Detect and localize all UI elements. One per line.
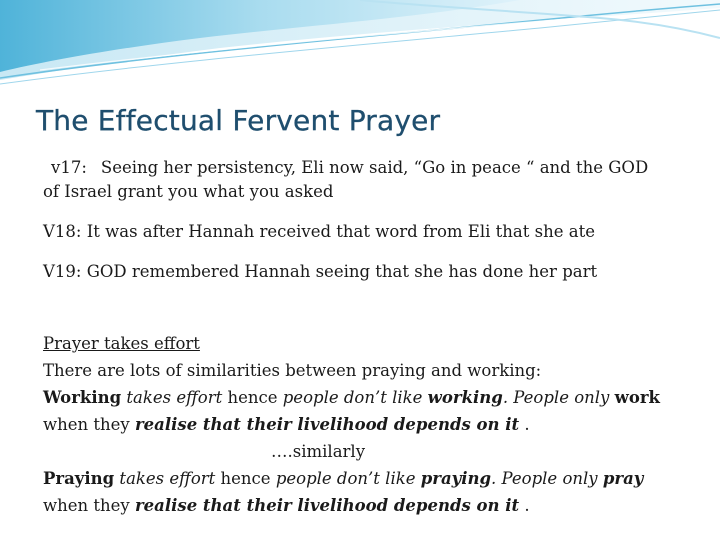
praying-mid: hence: [215, 469, 276, 488]
praying-line: [43, 469, 643, 515]
working-line2-start: when they: [43, 415, 135, 434]
working-line: [43, 388, 660, 434]
praying-word3: pray: [602, 469, 644, 488]
section-intro: There are lots of similarities between praying and working:: [43, 361, 542, 380]
verse-19-paragraph: V19: GOD remembered Hannah seeing that she has done her part: [43, 262, 598, 281]
verse-17-line2: of Israel grant you what you asked: [43, 182, 334, 201]
working-word2: working: [427, 388, 503, 407]
praying-phrase2: people don’t like: [275, 469, 421, 488]
working-phrase3: . People only: [502, 388, 615, 407]
decorative-wave-banner: [0, 0, 720, 100]
praying-phrase1: takes effort: [114, 469, 216, 488]
praying-word: Praying: [43, 469, 115, 488]
verse-18-paragraph: V18: It was after Hannah received that word from Eli that she ate: [43, 222, 595, 241]
working-word: Working: [43, 388, 122, 407]
similarly-line: ….similarly: [271, 442, 366, 461]
praying-word2: praying: [420, 469, 492, 488]
praying-end: .: [519, 496, 530, 515]
prayer-effort-section: [43, 330, 683, 519]
praying-phrase3: . People only: [491, 469, 603, 488]
slide-title: The Effectual Fervent Prayer: [36, 104, 441, 137]
verse-17-paragraph: [43, 156, 683, 204]
verse-17-label: v17:: [51, 158, 87, 177]
working-phrase2: people don’t like: [282, 388, 428, 407]
praying-emphasis: realise that their livelihood depends on it: [134, 496, 520, 515]
working-mid: hence: [222, 388, 283, 407]
section-heading: Prayer takes effort: [43, 334, 200, 353]
verse-17-line1: Seeing her persistency, Eli now said, “Go in peace “ and the GOD: [100, 158, 649, 177]
working-phrase1: takes effort: [121, 388, 223, 407]
working-emphasis: realise that their livelihood depends on it: [134, 415, 520, 434]
praying-line2-start: when they: [43, 496, 135, 515]
working-word3: work: [614, 388, 660, 407]
working-end: .: [519, 415, 530, 434]
